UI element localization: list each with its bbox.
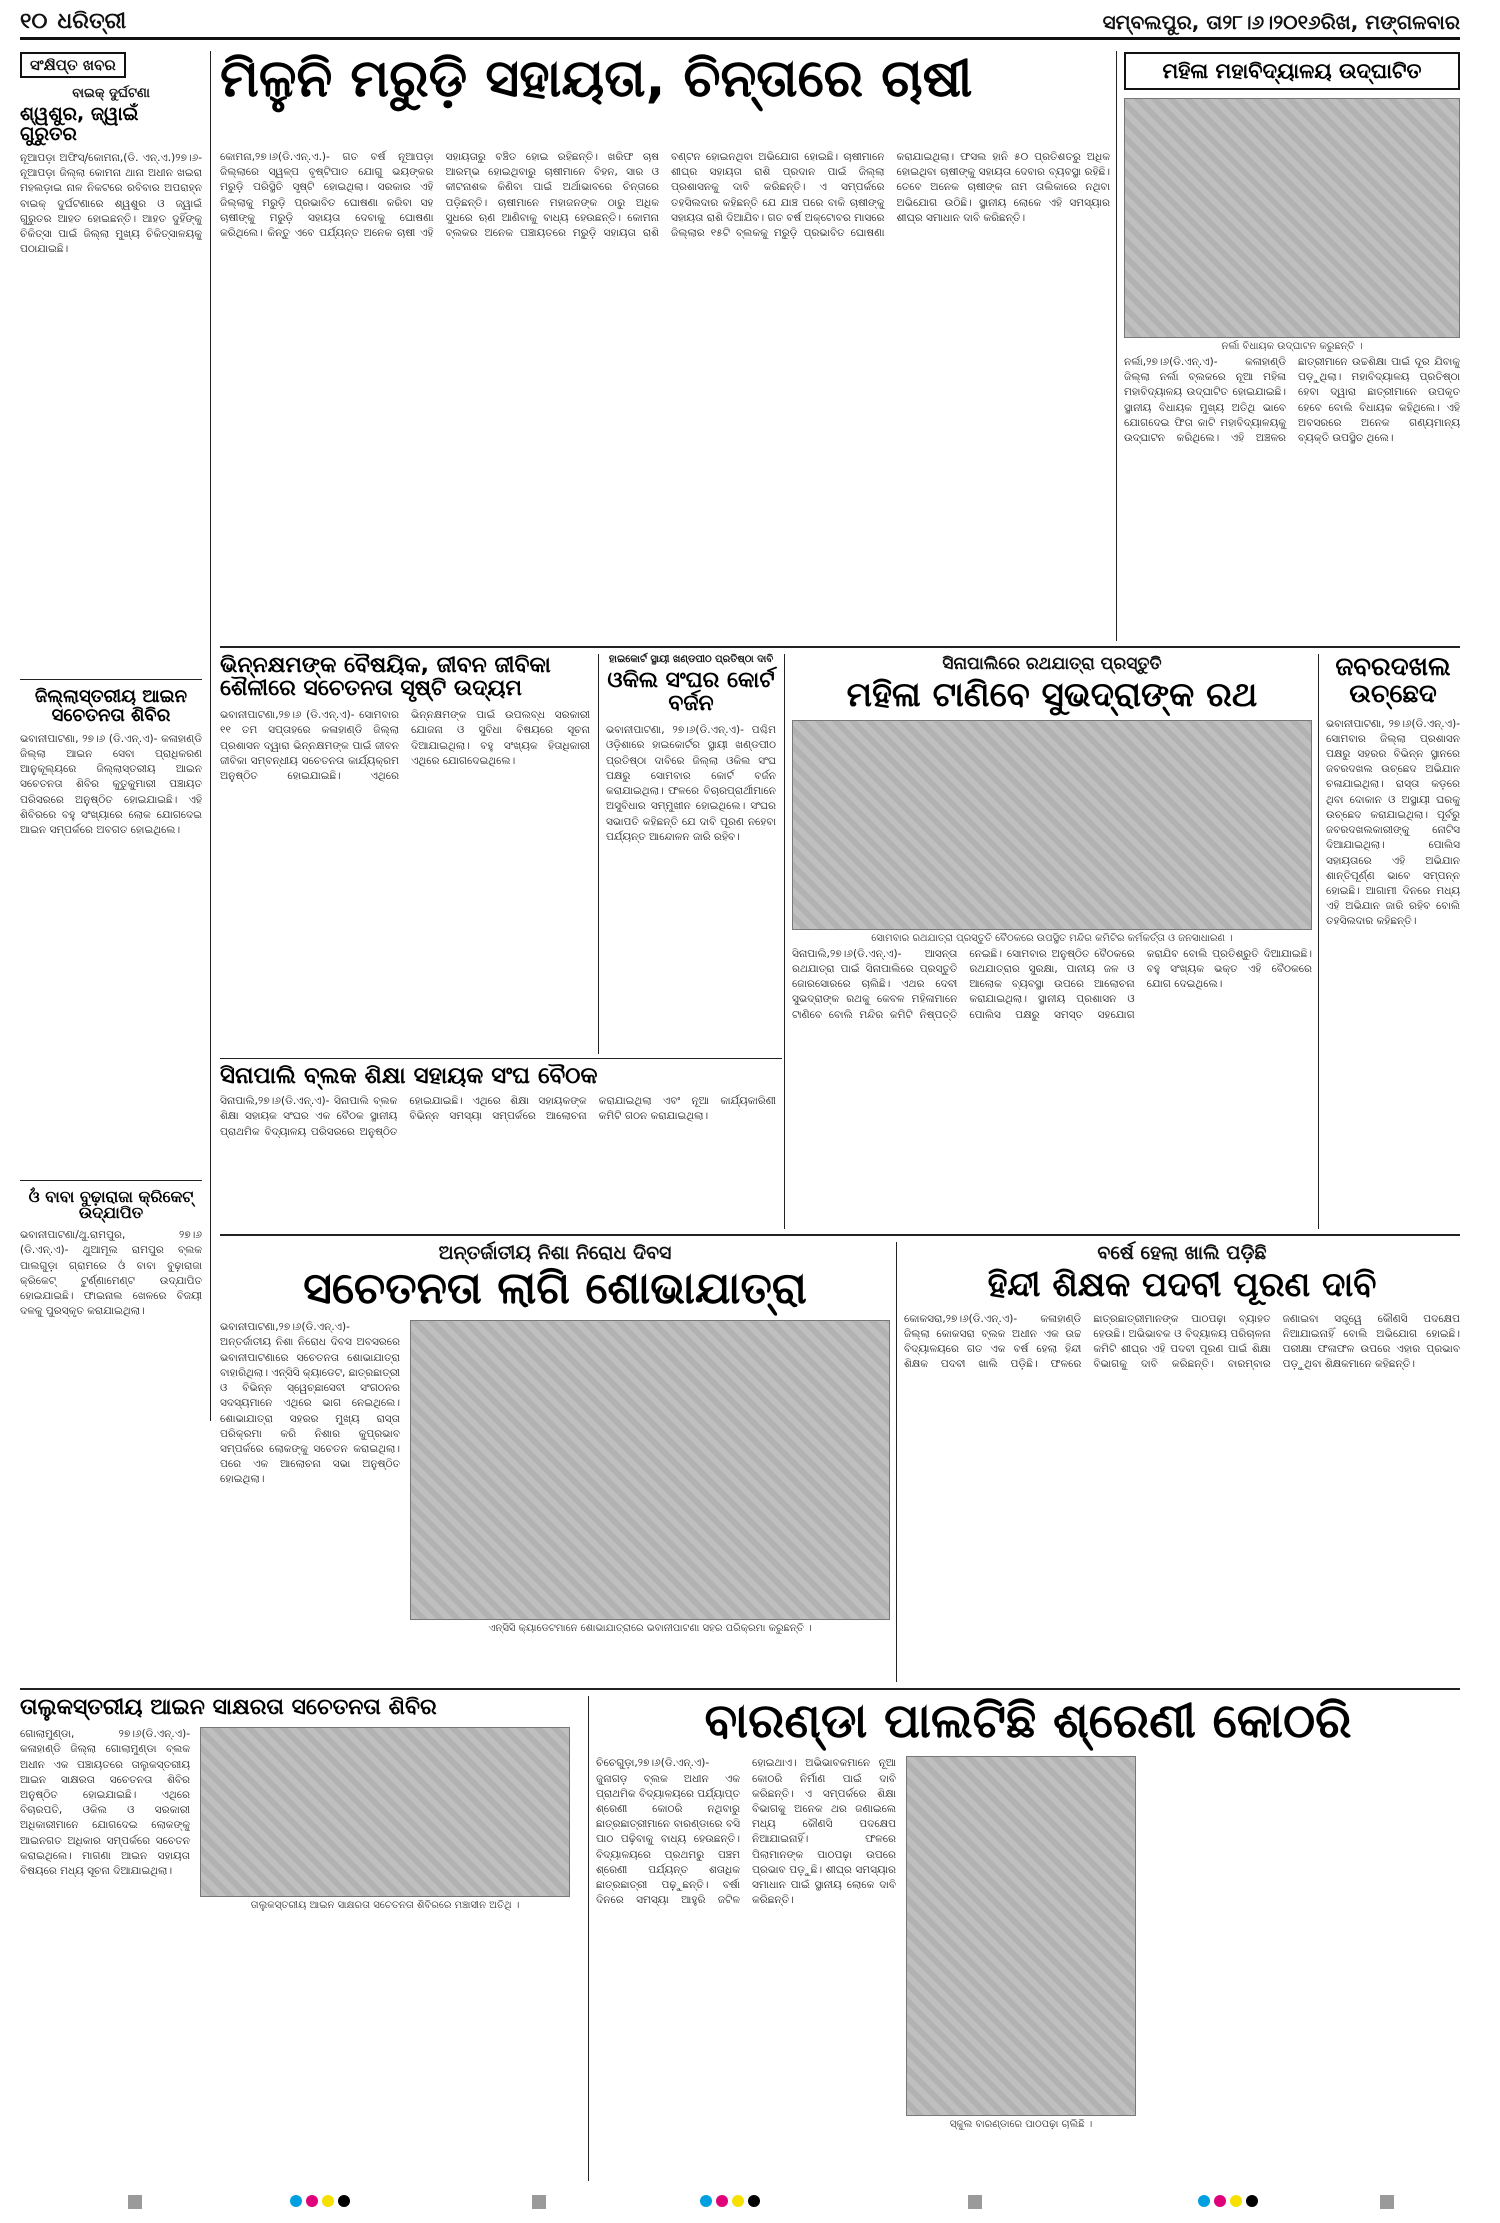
legal-photo	[200, 1727, 570, 1897]
sidebar-label: ସଂକ୍ଷିପ୍ତ ଖବର	[20, 52, 126, 78]
sidebar-story-3-title: ଓଁ ବାବା ବୁଢ଼ାରାଜା କ୍ରିକେଟ୍ ଉଦ୍‌ଯାପିତ	[28, 1186, 194, 1223]
block-meeting-story	[220, 1064, 776, 1229]
block-meeting-headline: ସିନାପାଲି ବ୍ଲକ ଶିକ୍ଷା ସହାୟକ ସଂଘ ବୈଠକ	[220, 1063, 598, 1089]
drug-day-story	[220, 1242, 890, 1682]
disability-story	[220, 654, 590, 1054]
drug-caption: ଏନ୍‌ସିସି କ୍ୟାଡେଟମାନେ ଶୋଭାଯାତ୍ରାରେ ଭବାନୀପାଟଣା ସହର ପରିକ୍ରମା କରୁଛନ୍ତି ।	[488, 1623, 812, 1635]
verandah-photo	[906, 1756, 1136, 2116]
legal-literacy-story	[20, 1696, 580, 2181]
verandah-caption: ସ୍କୁଲ ବାରଣ୍ଡାରେ ପାଠପଢ଼ା ଚାଲିଛି ।	[949, 2119, 1093, 2131]
eviction-headline: ଜବରଦଖଲ ଉଚ୍ଛେଦ	[1335, 652, 1451, 710]
drug-kicker: ଅନ୍ତର୍ଜାତୀୟ ନିଶା ନିରୋଧ ଦିବସ	[438, 1242, 672, 1264]
news-brief-sidebar	[20, 52, 202, 1422]
rathyatra-kicker: ସିନାପାଲିରେ ରଥଯାତ୍ରା ପ୍ରସ୍ତୁତି	[942, 654, 1162, 674]
college-photo	[1124, 98, 1460, 338]
college-caption: ନର୍ଲା ବିଧାୟକ ଉଦ୍‌ଘାଟନ କରୁଛନ୍ତି ।	[1221, 341, 1363, 353]
college-story	[1124, 52, 1460, 642]
sidebar-story-1-body: ନୂଆପଡ଼ା ଅଫିସ୍/କୋମନା,(ଡି. ଏନ୍.ଏ.)୨୭।୬- ନୂଆପଡ଼ା ଜିଲ୍ଲା କୋମନା ଥାନା ଅଧୀନ ଖଇରା ମହଲଡ଼ାଇ ନାଳ ନିକଟରେ ରବିବାର ଅପରାହ୍ନ ବାଇକ୍ ଦୁର୍ଘଟଣାରେ ଶ୍ୱଶୁର ଓ ଜ୍ୱାଇଁ ଗୁରୁତର ଆହତ ହୋଇଛନ୍ତି। ଆହତ ଦୁହିଁଙ୍କୁ ଚିକିତ୍ସା ପାଇଁ ଜିଲ୍ଲା ମୁଖ୍ୟ ଚିକିତ୍ସାଳୟକୁ ପଠାଯାଇଛି।	[20, 151, 202, 256]
legal-caption: ତାଲୁକସ୍ତରୀୟ ଆଇନ ସାକ୍ଷରତା ସଚେତନତା ଶିବିରରେ ମଞ୍ଚାସୀନ ଅତିଥି ।	[250, 1900, 520, 1912]
masthead	[20, 6, 1460, 40]
court-headline: ଓକିଲ ସଂଘର କୋର୍ଟ ବର୍ଜନ	[607, 668, 775, 717]
legal-body: ଗୋଲାମୁଣ୍ଡା, ୨୭।୬(ଡି.ଏନ୍.ଏ)- କଳାହାଣ୍ଡି ଜିଲ୍ଲା ଗୋଲାମୁଣ୍ଡା ବ୍ଲକ ଅଧୀନ ଏକ ପଞ୍ଚାୟତରେ ତାଲୁକସ୍ତରୀୟ ଆଇନ ସାକ୍ଷରତା ସଚେତନତା ଶିବିର ଅନୁଷ୍ଠିତ ହୋଇଯାଇଛି। ଏଥିରେ ବିଚାରପତି, ଓକିଲ ଓ ସରକାରୀ ଅଧିକାରୀମାନେ ଯୋଗଦେଇ ଲୋକଙ୍କୁ ଆଇନଗତ ଅଧିକାର ସମ୍ପର୍କରେ ସଚେତନ କରାଇଥିଲେ। ମାଗଣା ଆଇନ ସହାୟତା ବିଷୟରେ ମଧ୍ୟ ସୂଚନା ଦିଆଯାଇଥିଲା।	[20, 1728, 190, 1878]
dateline: ସମ୍ବଲପୁର, ତା୨୮।୬।୨୦୧୬ରିଖ, ମଙ୍ଗଳବାର	[1102, 9, 1460, 34]
hindi-headline: ହିନ୍ଦୀ ଶିକ୍ଷକ ପଦବୀ ପୂରଣ ଦାବି	[987, 1265, 1377, 1305]
court-story	[606, 654, 776, 1054]
lead-headline: ମିଳୁନି ମରୁଡ଼ି ସହାୟତା, ଚିନ୍ତାରେ ଚାଷୀ	[220, 49, 973, 109]
verandah-classroom-story	[596, 1693, 1460, 2181]
college-headline: ମହିଳା ମହାବିଦ୍ୟାଳୟ ଉଦ୍‌ଘାଟିତ	[1124, 52, 1460, 90]
verandah-headline: ବାରଣ୍ଡା ପାଲଟିଛି ଶ୍ରେଣୀ କୋଠରି	[704, 1693, 1352, 1749]
rathyatra-caption: ସୋମବାର ରଥଯାତ୍ରା ପ୍ରସ୍ତୁତି ବୈଠକରେ ଉପସ୍ଥିତ ମନ୍ଦିର କମିଟିର କର୍ମକର୍ତ୍ତା ଓ ଜନସାଧାରଣ ।	[871, 932, 1233, 944]
rathyatra-story	[792, 654, 1312, 1229]
eviction-body: ଭବାନୀପାଟଣା, ୨୭।୬(ଡି.ଏନ୍.ଏ)- ସୋମବାର ଜିଲ୍ଲା ପ୍ରଶାସନ ପକ୍ଷରୁ ସହରର ବିଭିନ୍ନ ସ୍ଥାନରେ ଜବରଦଖଲ ଉଚ୍ଛେଦ ଅଭିଯାନ ଚଳାଯାଇଥିଲା। ରାସ୍ତା କଡ଼ରେ ଥିବା ଦୋକାନ ଓ ଅସ୍ଥାୟୀ ଘରକୁ ଉଚ୍ଛେଦ କରାଯାଇଥିଲା। ପୂର୍ବରୁ ଜବରଦଖଲକାରୀଙ୍କୁ ନୋଟିସ ଦିଆଯାଇଥିଲା। ପୋଲିସ ସହାୟତାରେ ଏହି ଅଭିଯାନ ଶାନ୍ତିପୂର୍ଣ୍ଣ ଭାବେ ସମ୍ପନ୍ନ ହୋଇଛି। ଆଗାମୀ ଦିନରେ ମଧ୍ୟ ଏହି ଅଭିଯାନ ଜାରି ରହିବ ବୋଲି ତହସିଲଦାର କହିଛନ୍ତି।	[1326, 717, 1460, 928]
sidebar-story-2-body: ଭବାନୀପାଟଣା, ୨୭।୬ (ଡି.ଏନ୍.ଏ)- କଳାହାଣ୍ଡି ଜିଲ୍ଲା ଆଇନ ସେବା ପ୍ରାଧିକରଣ ଆନୁକୂଲ୍ୟରେ ଜିଲ୍ଲାସ୍ତରୀୟ ଆଇନ ସଚେତନତା ଶିବିର କୁତୁକୁମାରୀ ପଞ୍ଚାୟତ ପରିସରରେ ଅନୁଷ୍ଠିତ ହୋଇଯାଇଛି। ଏହି ଶିବିରରେ ବହୁ ସଂଖ୍ୟାରେ ଲୋକ ଯୋଗଦେଇ ଆଇନ ସମ୍ପର୍କରେ ଅବଗତ ହୋଇଥିଲେ।	[20, 732, 202, 836]
eviction-story	[1326, 654, 1460, 1229]
sidebar-story-1-kicker: ବାଇକ୍ ଦୁର୍ଘଟଣା	[72, 86, 150, 101]
sidebar-story-1-title: ଶ୍ୱଶୁର, ଜ୍ୱାଇଁ ଗୁରୁତର	[20, 103, 139, 145]
lead-body: କୋମନା,୨୭।୬(ଡି.ଏନ୍.ଏ.)- ଗତ ବର୍ଷ ନୂଆପଡ଼ା ଜିଲ୍ଲାରେ ସ୍ୱଳ୍ପ ବୃଷ୍ଟିପାତ ଯୋଗୁ ଭୟଙ୍କର ମରୁଡ଼ି ପରିସ୍ଥିତି ସୃଷ୍ଟି ହୋଇଥିଲା। ସରକାର ଏହି ଜିଲ୍ଲାକୁ ମରୁଡ଼ି ପ୍ରଭାବିତ ଘୋଷଣା କରିବା ସହ ଚାଷୀଙ୍କୁ ମରୁଡ଼ି ସହାୟତା ଦେବାକୁ ଘୋଷଣା କରିଥିଲେ। କିନ୍ତୁ ଏବେ ପର୍ଯ୍ୟନ୍ତ ଅନେକ ଚାଷୀ ଏହି ସହାୟତାରୁ ବଞ୍ଚିତ ହୋଇ ରହିଛନ୍ତି। ଖରିଫ ଚାଷ ଆରମ୍ଭ ହୋଇଥିବାରୁ ଚାଷୀମାନେ ବିହନ, ସାର ଓ କୀଟନାଶକ କିଣିବା ପାଇଁ ଅର୍ଥାଭାବରେ ଚିନ୍ତାରେ ପଡ଼ିଛନ୍ତି। ଚାଷୀମାନେ ମହାଜନଙ୍କ ଠାରୁ ଅଧିକ ସୁଧରେ ଋଣ ଆଣିବାକୁ ବାଧ୍ୟ ହେଉଛନ୍ତି। କୋମନା ବ୍ଲକର ଅନେକ ପଞ୍ଚାୟତରେ ମରୁଡ଼ି ସହାୟତା ରାଶି ବଣ୍ଟନ ହୋଇନଥିବା ଅଭିଯୋଗ ହୋଇଛି। ଚାଷୀମାନେ ଶୀଘ୍ର ସହାୟତା ରାଶି ପ୍ରଦାନ ପାଇଁ ଜିଲ୍ଲା ପ୍ରଶାସନକୁ ଦାବି କରିଛନ୍ତି। ଏ ସମ୍ପର୍କରେ ତହସିଲଦାର କହିଛନ୍ତି ଯେ ଯାଞ୍ଚ ପରେ ବାକି ଚାଷୀଙ୍କୁ ସହାୟତା ରାଶି ଦିଆଯିବ। ଗତ ବର୍ଷ ଅକ୍ଟୋବର ମାସରେ ଜିଲ୍ଲାର ୧୫ଟି ବ୍ଲକକୁ ମରୁଡ଼ି ପ୍ରଭାବିତ ଘୋଷଣା କରାଯାଇଥିଲା। ଫସଲ ହାନି ୫୦ ପ୍ରତିଶତରୁ ଅଧିକ ହୋଇଥିବା ଚାଷୀଙ୍କୁ ସହାୟତା ଦେବାର ବ୍ୟବସ୍ଥା ରହିଛି। ତେବେ ଅନେକ ଚାଷୀଙ୍କ ନାମ ତାଲିକାରେ ନଥିବା ଅଭିଯୋଗ ଉଠିଛି। ସ୍ଥାନୀୟ ଲୋକେ ଏହି ସମସ୍ୟାର ଶୀଘ୍ର ସମାଧାନ ଦାବି କରିଛନ୍ତି।	[220, 151, 1110, 240]
block-meeting-body: ସିନାପାଲି,୨୭।୬(ଡି.ଏନ୍.ଏ)- ସିନାପାଲି ବ୍ଲକ ଶିକ୍ଷା ସହାୟକ ସଂଘର ଏକ ବୈଠକ ସ୍ଥାନୀୟ ପ୍ରାଥମିକ ବିଦ୍ୟାଳୟ ପରିସରରେ ଅନୁଷ୍ଠିତ ହୋଇଯାଇଛି। ଏଥିରେ ଶିକ୍ଷା ସହାୟକଙ୍କ ବିଭିନ୍ନ ସମସ୍ୟା ସମ୍ପର୍କରେ ଆଲୋଚନା କରାଯାଇଥିଲା ଏବଂ ନୂଆ କାର୍ଯ୍ୟକାରିଣୀ କମିଟି ଗଠନ କରାଯାଇଥିଲା।	[220, 1095, 776, 1138]
hindi-teacher-story	[904, 1242, 1460, 1682]
rathyatra-headline: ମହିଳା ଟାଣିବେ ସୁଭଦ୍ରାଙ୍କ ରଥ	[846, 675, 1258, 715]
drug-photo	[410, 1320, 890, 1620]
rathyatra-body: ସିନାପାଲି,୨୭।୬(ଡି.ଏନ୍.ଏ)- ଆସନ୍ତା ରଥଯାତ୍ରା ପାଇଁ ସିନାପାଲିରେ ପ୍ରସ୍ତୁତି ଜୋରସୋରରେ ଚାଲିଛି। ଏଥର ଦେବୀ ସୁଭଦ୍ରାଙ୍କ ରଥକୁ କେବଳ ମହିଳାମାନେ ଟାଣିବେ ବୋଲି ମନ୍ଦିର କମିଟି ନିଷ୍ପତ୍ତି ନେଇଛି। ସୋମବାର ଅନୁଷ୍ଠିତ ବୈଠକରେ ରଥଯାତ୍ରାର ସୁରକ୍ଷା, ପାନୀୟ ଜଳ ଓ ଆଲୋକ ବ୍ୟବସ୍ଥା ଉପରେ ଆଲୋଚନା କରାଯାଇଥିଲା। ସ୍ଥାନୀୟ ପ୍ରଶାସନ ଓ ପୋଲିସ ପକ୍ଷରୁ ସମସ୍ତ ସହଯୋଗ କରାଯିବ ବୋଲି ପ୍ରତିଶ୍ରୁତି ଦିଆଯାଇଛି। ବହୁ ସଂଖ୍ୟକ ଭକ୍ତ ଏହି ବୈଠକରେ ଯୋଗ ଦେଇଥିଲେ।	[792, 947, 1312, 1021]
sidebar-story-3-body: ଭବାନୀପାଟଣା/ଥୁ.ରାମପୁର, ୨୭।୬ (ଡି.ଏନ୍.ଏ)- ଥୁଆମୂଲ ରାମପୁର ବ୍ଲକ ପାଲଗୁଡ଼ା ଗ୍ରାମରେ ଓଁ ବାବା ବୁଢ଼ାରାଜା କ୍ରିକେଟ୍ ଟୁର୍ଣ୍ଣାମେଣ୍ଟ ଉଦ୍‌ଯାପିତ ହୋଇଯାଇଛି। ଫାଇନାଲ ଖେଳରେ ବିଜୟୀ ଦଳକୁ ପୁରସ୍କୃତ କରାଯାଇଥିଲା।	[20, 1229, 202, 1318]
print-registration-marks	[0, 2195, 1500, 2215]
drug-headline: ସଚେତନତା ଲାଗି ଶୋଭାଯାତ୍ରା	[303, 1263, 807, 1314]
verandah-body: ଚିଚେଗୁଡ଼ା,୨୭।୬(ଡି.ଏନ୍.ଏ)- ଜୁନାଗଡ଼ ବ୍ଲକ ଅଧୀନ ଏକ ପ୍ରାଥମିକ ବିଦ୍ୟାଳୟରେ ପର୍ଯ୍ୟାପ୍ତ ଶ୍ରେଣୀ କୋଠରି ନଥିବାରୁ ଛାତ୍ରଛାତ୍ରୀମାନେ ବାରଣ୍ଡାରେ ବସି ପାଠ ପଢ଼ିବାକୁ ବାଧ୍ୟ ହେଉଛନ୍ତି। ବିଦ୍ୟାଳୟରେ ପ୍ରଥମରୁ ପଞ୍ଚମ ଶ୍ରେଣୀ ପର୍ଯ୍ୟନ୍ତ ଶତାଧିକ ଛାତ୍ରଛାତ୍ରୀ ପଢ଼ୁଛନ୍ତି। ବର୍ଷା ଦିନରେ ସମସ୍ୟା ଆହୁରି ଜଟିଳ ହୋଇଥାଏ। ଅଭିଭାବକମାନେ ନୂଆ କୋଠରି ନିର୍ମାଣ ପାଇଁ ଦାବି କରିଛନ୍ତି। ଏ ସମ୍ପର୍କରେ ଶିକ୍ଷା ବିଭାଗକୁ ଅନେକ ଥର ଜଣାଇଲେ ମଧ୍ୟ କୌଣସି ପଦକ୍ଷେପ ନିଆଯାଇନାହିଁ। ଫଳରେ ପିଲାମାନଙ୍କ ପାଠପଢ଼ା ଉପରେ ପ୍ରଭାବ ପଡ଼ୁଛି। ଶୀଘ୍ର ସମସ୍ୟାର ସମାଧାନ ପାଇଁ ସ୍ଥାନୀୟ ଲୋକେ ଦାବି କରିଛନ୍ତି।	[596, 1757, 896, 1907]
paper-name: ଧରିତ୍ରୀ	[57, 9, 127, 34]
lead-story	[220, 49, 1110, 652]
college-body: ନର୍ଲା,୨୭।୬(ଡି.ଏନ୍.ଏ)- କଳାହାଣ୍ଡି ଜିଲ୍ଲା ନର୍ଲା ବ୍ଲକରେ ନୂଆ ମହିଳା ମହାବିଦ୍ୟାଳୟ ଉଦ୍‌ଘାଟିତ ହୋଇଯାଇଛି। ସ୍ଥାନୀୟ ବିଧାୟକ ମୁଖ୍ୟ ଅତିଥି ଭାବେ ଯୋଗଦେଇ ଫିତା କାଟି ମହାବିଦ୍ୟାଳୟକୁ ଉଦ୍‌ଘାଟନ କରିଥିଲେ। ଏହି ଅଞ୍ଚଳର ଛାତ୍ରୀମାନେ ଉଚ୍ଚଶିକ୍ଷା ପାଇଁ ଦୂର ଯିବାକୁ ପଡ଼ୁଥିଲା। ମହାବିଦ୍ୟାଳୟ ପ୍ରତିଷ୍ଠା ହେବା ଦ୍ୱାରା ଛାତ୍ରୀମାନେ ଉପକୃତ ହେବେ ବୋଲି ବିଧାୟକ କହିଥିଲେ। ଏହି ଅବସରରେ ଅନେକ ଗଣ୍ୟମାନ୍ୟ ବ୍ୟକ୍ତି ଉପସ୍ଥିତ ଥିଲେ।	[1124, 356, 1460, 445]
page-number: ୧୦	[20, 9, 48, 34]
legal-headline: ତାଲୁକସ୍ତରୀୟ ଆଇନ ସାକ୍ଷରତା ସଚେତନତା ଶିବିର	[20, 1695, 437, 1720]
newspaper-page	[20, 6, 1460, 2186]
court-body: ଭବାନୀପାଟଣା, ୨୭।୬(ଡି.ଏନ୍.ଏ)- ପଶ୍ଚିମ ଓଡ଼ିଶାରେ ହାଇକୋର୍ଟର ସ୍ଥାୟୀ ଖଣ୍ଡପୀଠ ପ୍ରତିଷ୍ଠା ଦାବିରେ ଜିଲ୍ଲା ଓକିଲ ସଂଘ ପକ୍ଷରୁ ସୋମବାର କୋର୍ଟ ବର୍ଜନ କରାଯାଇଥିଲା। ଫଳରେ ବିଚାରପ୍ରାର୍ଥୀମାନେ ଅସୁବିଧାର ସମ୍ମୁଖୀନ ହୋଇଥିଲେ। ସଂଘର ସଭାପତି କହିଛନ୍ତି ଯେ ଦାବି ପୂରଣ ନହେବା ପର୍ଯ୍ୟନ୍ତ ଆନ୍ଦୋଳନ ଜାରି ରହିବ।	[606, 724, 776, 843]
hindi-body: କୋକସରା,୨୭।୬(ଡି.ଏନ୍.ଏ)- କଳାହାଣ୍ଡି ଜିଲ୍ଲା କୋକସରା ବ୍ଲକ ଅଧୀନ ଏକ ଉଚ୍ଚ ବିଦ୍ୟାଳୟରେ ଗତ ଏକ ବର୍ଷ ହେଲା ହିନ୍ଦୀ ଶିକ୍ଷକ ପଦବୀ ଖାଲି ପଡ଼ିଛି। ଫଳରେ ଛାତ୍ରଛାତ୍ରୀମାନଙ୍କ ପାଠପଢ଼ା ବ୍ୟାହତ ହେଉଛି। ଅଭିଭାବକ ଓ ବିଦ୍ୟାଳୟ ପରିଚାଳନା କମିଟି ଶୀଘ୍ର ଏହି ପଦବୀ ପୂରଣ ପାଇଁ ଶିକ୍ଷା ବିଭାଗକୁ ଦାବି କରିଛନ୍ତି। ବାରମ୍ବାର ଜଣାଇବା ସତ୍ତ୍ୱେ କୌଣସି ପଦକ୍ଷେପ ନିଆଯାଇନାହିଁ ବୋଲି ଅଭିଯୋଗ ହୋଇଛି। ପରୀକ୍ଷା ଫଳାଫଳ ଉପରେ ଏହାର ପ୍ରଭାବ ପଡ଼ୁଥିବା ଶିକ୍ଷକମାନେ କହିଛନ୍ତି।	[904, 1312, 1460, 1371]
rathyatra-photo	[792, 720, 1312, 930]
verandah-body-continued	[1146, 1756, 1446, 2146]
court-kicker: ହାଇକୋର୍ଟ ସ୍ଥାୟୀ ଖଣ୍ଡପୀଠ ପ୍ରତିଷ୍ଠା ଦାବି	[608, 654, 774, 665]
sidebar-story-2-title: ଜିଲ୍ଲାସ୍ତରୀୟ ଆଇନ ସଚେତନତା ଶିବିର	[34, 685, 188, 726]
hindi-kicker: ବର୍ଷେ ହେଲା ଖାଲି ପଡ଼ିଛି	[1097, 1242, 1267, 1264]
disability-headline: ଭିନ୍ନକ୍ଷମଙ୍କ ବୈଷୟିକ, ଜୀବନ ଜୀବିକା ଶୈଳୀରେ ସଚେତନତା ସୃଷ୍ଟି ଉଦ୍ୟମ	[220, 653, 551, 702]
disability-body: ଭବାନୀପାଟଣା,୨୭।୬ (ଡି.ଏନ୍.ଏ)- ସୋମବାର ୧୧ ତମ ସପ୍ତାହରେ କଳାହାଣ୍ଡି ଜିଲ୍ଲା ପ୍ରଶାସନ ଦ୍ୱାରା ଭିନ୍ନକ୍ଷମଙ୍କ ପାଇଁ ଜୀବନ ଜୀବିକା ସମ୍ବନ୍ଧୀୟ ସଚେତନତା କାର୍ଯ୍ୟକ୍ରମ ଅନୁଷ୍ଠିତ ହୋଇଯାଇଛି। ଏଥିରେ ଭିନ୍ନକ୍ଷମଙ୍କ ପାଇଁ ଉପଲବ୍ଧ ସରକାରୀ ଯୋଜନା ଓ ସୁବିଧା ବିଷୟରେ ସୂଚନା ଦିଆଯାଇଥିଲା। ବହୁ ସଂଖ୍ୟକ ହିତାଧିକାରୀ ଏଥିରେ ଯୋଗଦେଇଥିଲେ।	[220, 709, 590, 783]
drug-body: ଭବାନୀପାଟଣା,୨୭।୬(ଡି.ଏନ୍.ଏ)- ଅନ୍ତର୍ଜାତୀୟ ନିଶା ନିରୋଧ ଦିବସ ଅବସରରେ ଭବାନୀପାଟଣାରେ ସଚେତନତା ଶୋଭାଯାତ୍ରା ବାହାରିଥିଲା। ଏନ୍‌ସିସି କ୍ୟାଡେଟ, ଛାତ୍ରଛାତ୍ରୀ ଓ ବିଭିନ୍ନ ସ୍ୱେଚ୍ଛାସେବୀ ସଂଗଠନର ସଦସ୍ୟମାନେ ଏଥିରେ ଭାଗ ନେଇଥିଲେ। ଶୋଭାଯାତ୍ରା ସହରର ମୁଖ୍ୟ ରାସ୍ତା ପରିକ୍ରମା କରି ନିଶାର କୁପ୍ରଭାବ ସମ୍ପର୍କରେ ଲୋକଙ୍କୁ ସଚେତନ କରାଇଥିଲା। ପରେ ଏକ ଆଲୋଚନା ସଭା ଅନୁଷ୍ଠିତ ହୋଇଥିଲା।	[220, 1321, 400, 1486]
